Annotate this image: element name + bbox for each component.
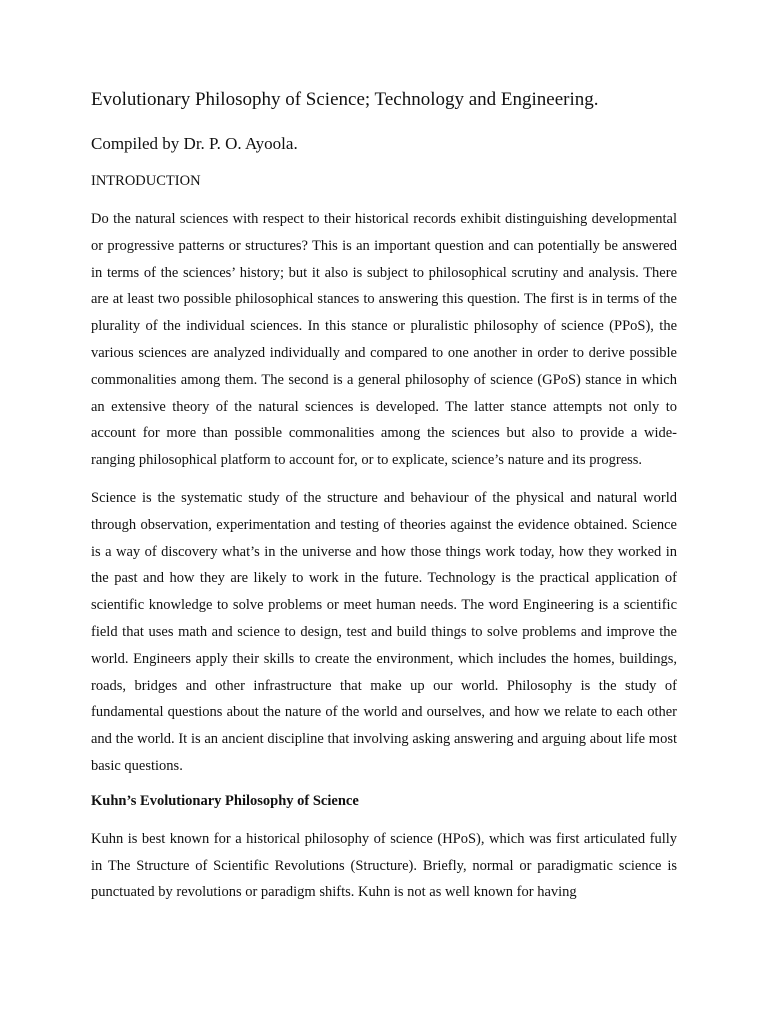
- introduction-paragraph-2: Science is the systematic study of the structure and behaviour of the physical and natural world through observation, experimentation and testing of theories against the evidence obtained. Science is a way of discovery what’s in the universe and how those things work today, how they worked in the past and how they are likely to work in the future. Technology is the practical application of scientific knowledge to solve problems or meet human needs. The word Engineering is a scientific field that uses math and science to design, test and build things to solve problems and improve the world. Engineers apply their skills to create the environment, which includes the homes, buildings, roads, bridges and other infrastructure that make up our world. Philosophy is the study of fundamental questions about the nature of the world and ourselves, and how we relate to each other and the world. It is an ancient discipline that involving asking answering and arguing about life most basic questions.: [91, 489, 677, 774]
- document-title: Evolutionary Philosophy of Science; Technology and Engineering.: [91, 89, 599, 110]
- kuhn-paragraph-1: Kuhn is best known for a historical philosophy of science (HPoS), which was first articulated fully in The Structure of Scientific Revolutions (Structure). Briefly, normal or paradigmatic science is punctuated by revolutions or paradigm shifts. Kuhn is not as well known for having: [91, 830, 677, 901]
- introduction-paragraph-1: Do the natural sciences with respect to their historical records exhibit distinguishing developmental or progressive patterns or structures? This is an important question and can potentially be answered in terms of the sciences’ history; but it also is subject to philosophical scrutiny and analysis. There are at least two possible philosophical stances to answering this question. The first is in terms of the plurality of the individual sciences. In this stance or pluralistic philosophy of science (PPoS), the various sciences are analyzed individually and compared to one another in order to derive possible commonalities among them. The second is a general philosophy of science (GPoS) stance in which an extensive theory of the natural sciences is developed. The latter stance attempts not only to account for more than possible commonalities among the sciences but also to provide a wide-ranging philosophical platform to account for, or to explicate, science’s nature and its progress.: [91, 211, 677, 469]
- introduction-heading: INTRODUCTION: [91, 173, 201, 189]
- document-author: Compiled by Dr. P. O. Ayoola.: [91, 134, 298, 153]
- kuhn-section-heading: Kuhn’s Evolutionary Philosophy of Science: [91, 792, 359, 809]
- document-page: [91, 86, 677, 917]
